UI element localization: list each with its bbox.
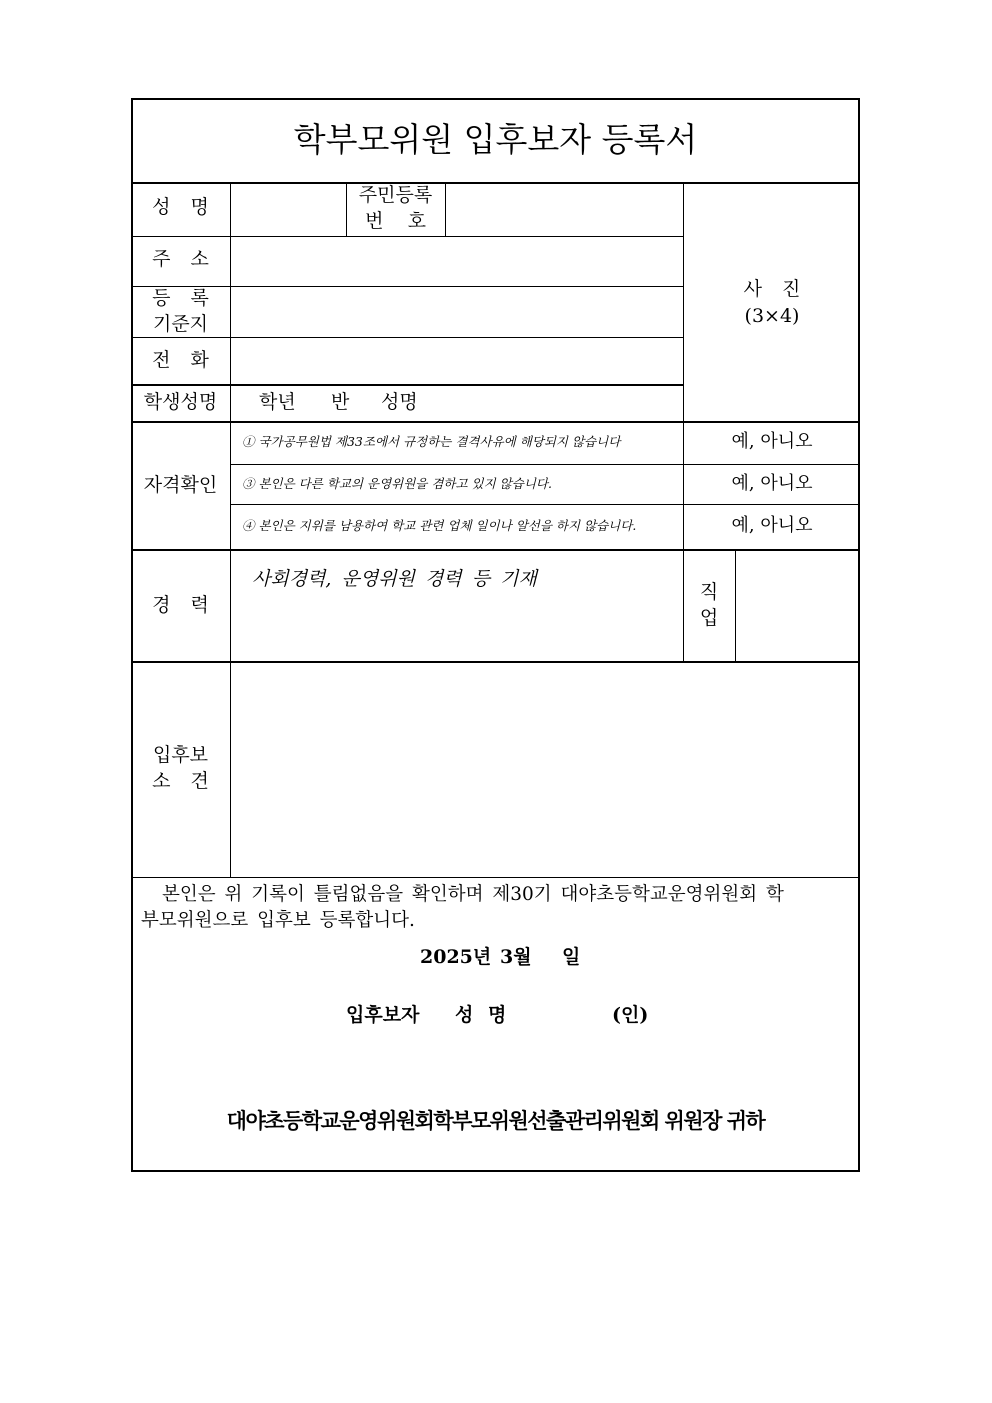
date-day: 일 (562, 946, 581, 968)
label-resident-id-2: 번 호 (365, 210, 426, 232)
label-opinion-2: 소 견 (152, 770, 209, 792)
rule-qual-1-bottom (230, 464, 860, 465)
rule-qual-2-bottom (230, 504, 860, 505)
label-qualification: 자격확인 (143, 474, 218, 496)
rule-job-right (735, 550, 736, 662)
rule-phone-bottom (131, 384, 684, 386)
student-class: 반 (331, 391, 350, 413)
qualification-1-text: ① 국가공무원법 제33조에서 규정하는 결격사유에 해당되지 않습니다 (242, 434, 621, 449)
form-title: 학부모위원 입후보자 등록서 (293, 120, 698, 159)
label-job-1: 직 (699, 581, 719, 603)
date-year: 2025년 (420, 946, 492, 968)
label-name: 성 명 (152, 196, 209, 218)
qualification-3-answer[interactable]: 예, 아니오 (731, 515, 813, 536)
label-resident-id-1: 주민등록 (358, 184, 433, 206)
signature-name-label: 성 명 (455, 1004, 507, 1026)
rule-id-label-right (445, 183, 446, 236)
label-student-name: 학생성명 (143, 391, 218, 413)
rule-qual-bottom (131, 549, 860, 551)
qualification-2-text: ③ 본인은 다른 학교의 운영위원을 겸하고 있지 않습니다. (242, 476, 552, 491)
label-registry-2: 기준지 (152, 313, 209, 335)
label-job-2: 업 (699, 607, 719, 629)
declaration-line-1: 본인은 위 기록이 틀림없음을 확인하며 제30기 대야초등학교운영위원회 학 (162, 884, 784, 905)
label-registry-1: 등 록 (152, 287, 209, 309)
date-month: 3월 (500, 946, 532, 968)
label-career: 경 력 (152, 594, 209, 616)
recipient-line: 대야초등학교운영위원회학부모위원선출관리위원회 위원장 귀하 (226, 1108, 765, 1133)
career-placeholder: 사회경력, 운영위원 경력 등 기재 (252, 568, 537, 590)
photo-size: (3×4) (744, 305, 800, 327)
photo-label: 사 진 (743, 278, 801, 300)
qualification-3-text: ④ 본인은 지위를 남용하여 학교 관련 업체 일이나 알선을 하지 않습니다. (242, 518, 637, 533)
rule-name-bottom (131, 236, 684, 237)
rule-student-bottom (131, 421, 860, 423)
label-address: 주 소 (152, 248, 209, 270)
rule-registry-bottom (131, 337, 684, 338)
rule-career-bottom (131, 661, 860, 663)
rule-label-column (230, 183, 231, 877)
student-name: 성명 (381, 391, 418, 413)
qualification-2-answer[interactable]: 예, 아니오 (731, 473, 813, 494)
rule-opinion-bottom (131, 877, 860, 878)
qualification-1-answer[interactable]: 예, 아니오 (731, 431, 813, 452)
student-grade: 학년 (259, 391, 296, 413)
signature-label: 입후보자 (346, 1004, 420, 1026)
declaration-line-2: 부모위원으로 입후보 등록합니다. (141, 910, 415, 931)
label-phone: 전 화 (152, 349, 209, 371)
signature-seal: (인) (612, 1004, 649, 1026)
rule-title-bottom (131, 182, 860, 184)
label-opinion-1: 입후보 (152, 744, 209, 766)
rule-address-bottom (131, 286, 684, 287)
